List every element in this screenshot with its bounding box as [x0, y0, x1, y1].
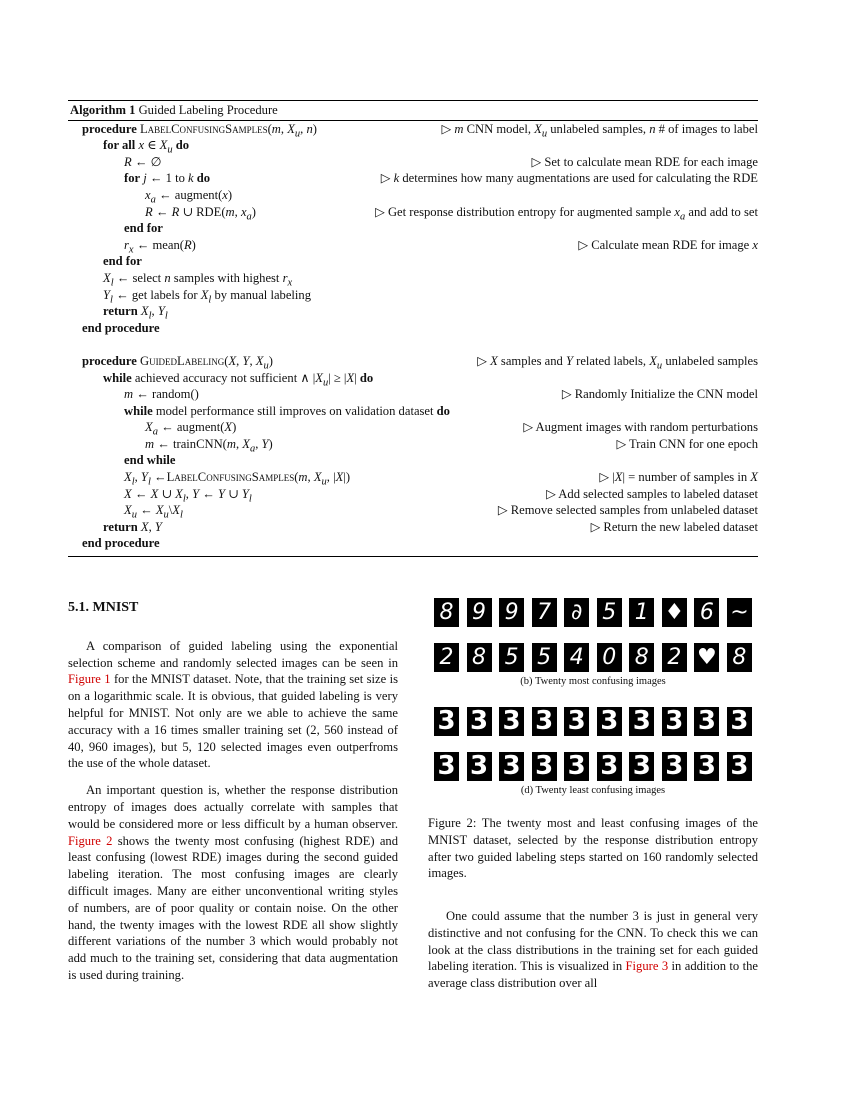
algorithm-code: $x_a$ ← augment(x) — [145, 187, 233, 206]
digit-thumbnail: 5 — [597, 598, 622, 627]
digit-thumbnail: 3 — [629, 752, 654, 781]
algorithm-name: Guided Labeling Procedure — [138, 103, 278, 117]
digit-thumbnail: 8 — [629, 643, 654, 672]
subcaption-b: (b) Twenty most confusing images — [520, 676, 666, 687]
digit-thumbnail: 1 — [629, 598, 654, 627]
digit-thumbnail: ♦ — [662, 598, 687, 627]
algorithm-line — [68, 320, 758, 337]
digit-thumbnail: 3 — [597, 752, 622, 781]
algorithm-comment: ▷ Add selected samples to labeled dataset — [546, 486, 758, 501]
algorithm-code: $X_a$ ← augment(X) — [145, 420, 237, 438]
algorithm-line — [68, 270, 758, 287]
most-confusing-row-2 — [434, 643, 752, 673]
algorithm-comment: ▷ k determines how many augmentations are used for calculating the RDE — [380, 171, 758, 186]
algorithm-code: end while — [124, 453, 176, 468]
algorithm-line — [68, 419, 758, 436]
algorithm-comment: ▷ Get response distribution entropy for augmented sample $x_a$ and add to set — [375, 204, 758, 223]
algorithm-comment: ▷ Randomly Initialize the CNN model — [561, 387, 758, 402]
algorithm-line — [68, 237, 758, 254]
algorithm-title — [68, 101, 758, 121]
digit-thumbnail: 2 — [662, 643, 687, 672]
algorithm-line — [68, 370, 758, 387]
algorithm-code: $X_u$ ← $X_u\backslash X_l$ — [124, 503, 183, 521]
algorithm-line — [68, 287, 758, 304]
algorithm-line — [68, 535, 758, 552]
algorithm-comment: ▷ Remove selected samples from unlabeled dataset — [497, 503, 758, 518]
algorithm-line — [68, 469, 758, 486]
algorithm-line — [68, 170, 758, 187]
algorithm-code: for all x ∈ $X_u$ do — [103, 138, 190, 156]
algorithm-line — [68, 187, 758, 204]
algorithm-line — [68, 204, 758, 221]
algorithm-code: return $X_l$, $Y_l$ — [103, 304, 168, 322]
algorithm-comment: ▷ Augment images with random perturbations — [523, 420, 758, 435]
most-confusing-row-1 — [434, 598, 752, 628]
algorithm-line — [68, 253, 758, 270]
algorithm-comment: ▷ Calculate mean RDE for image x — [578, 237, 758, 252]
left-column — [68, 600, 398, 994]
digit-thumbnail: 2 — [434, 643, 459, 672]
digit-thumbnail: 3 — [662, 752, 687, 781]
digit-thumbnail: 3 — [727, 752, 752, 781]
digit-thumbnail: 6 — [694, 598, 719, 627]
digit-thumbnail: 3 — [499, 707, 524, 736]
digit-thumbnail: 3 — [532, 752, 557, 781]
algorithm-line — [68, 386, 758, 403]
algorithm-comment: ▷ |X| = number of samples in X — [599, 470, 758, 485]
algorithm-label: Algorithm 1 — [70, 103, 136, 117]
algorithm-code: R ← ∅ — [124, 154, 162, 169]
algorithm-line — [68, 403, 758, 420]
digit-thumbnail: 7 — [532, 598, 557, 627]
digit-thumbnail: 9 — [499, 598, 524, 627]
digit-thumbnail: 3 — [694, 707, 719, 736]
subcaption-d: (d) Twenty least confusing images — [520, 785, 666, 796]
algorithm-code: procedure GuidedLabeling(X, Y, $X_u$) — [82, 353, 273, 372]
section-title: 5.1. MNIST — [68, 600, 139, 615]
algorithm-line — [68, 452, 758, 469]
algorithm-code: for j ← 1 to k do — [124, 171, 211, 186]
digit-thumbnail: 4 — [564, 643, 589, 672]
algorithm-code: end procedure — [82, 320, 160, 335]
algorithm-line — [68, 519, 758, 536]
algorithm-code: while achieved accuracy not sufficient ∧ $|X_u| \ge |X|$ do — [103, 370, 374, 389]
paragraph-2: An important question is, whether the response distribution entropy of images does actually correlate with samples that would be considered more or less difficult by a human observer. Figure 2 shows the twenty most confusing (highest RDE) and least confusing (lowest RDE) images during the second guided labeling iteration. The most confusing images are clearly difficult images. Many are either unconventional writing styles of numbers, are of poor quality or contain noise. On the other hand, the twenty images with the lowest RDE all show slightly different variations of the number 3 which would probably not add much to the training set, considering that data augmentation is used during training. — [68, 783, 399, 982]
digit-thumbnail: 3 — [467, 707, 492, 736]
algorithm-line — [68, 220, 758, 237]
algorithm-code: return X, Y — [103, 519, 162, 534]
algorithm-line — [68, 121, 758, 138]
algorithm-line — [68, 303, 758, 320]
algorithm-code: $Y_l$ ← get labels for $X_l$ by manual labeling — [103, 287, 312, 306]
paragraph-1: A comparison of guided labeling using the exponential selection scheme and randomly selected images can be seen in Figure 1 for the MNIST dataset. Note, that the training set size is on a logarithmic scale. It is obvious, that guided labeling is very helpful for MNIST. Not only are we able to achieve the same accuracy with a 16 times smaller training set (2, 560 instead of 40, 960 images), but 5, 120 selected images even outperfroms the use of the whole dataset. — [68, 638, 399, 771]
paragraph-3: One could assume that the number 3 is just in general very distinctive and not confusing for the CNN. To check this we can look at the class distributions in the training set for each guided labeling iteration. This is visualized in Figure 3 in addition to the average class distribution over all — [428, 909, 758, 991]
digit-thumbnail: 9 — [467, 598, 492, 627]
digit-thumbnail: ∂ — [564, 598, 589, 627]
figure-caption: Figure 2: The twenty most and least confusing images of the MNIST dataset, selected by the response distribution entropy after two guided labeling steps started on 160 randomly selected images. — [428, 816, 758, 881]
algorithm-code: procedure LabelConfusingSamples(m, $X_u$, n) — [82, 121, 317, 140]
algorithm-comment: ▷ X samples and Y related labels, $X_u$ unlabeled samples — [477, 353, 758, 372]
digit-thumbnail: 8 — [434, 598, 459, 627]
digit-thumbnail: 3 — [434, 707, 459, 736]
digit-thumbnail: ♥ — [694, 643, 719, 672]
algorithm-line — [68, 353, 758, 370]
least-confusing-row-2 — [434, 752, 752, 782]
algorithm-code: $r_x$ ← mean(R) — [124, 237, 196, 256]
algorithm-comment: ▷ m CNN model, $X_u$ unlabeled samples, n # of images to label — [441, 121, 758, 140]
digit-thumbnail: 3 — [727, 707, 752, 736]
algorithm-code: end procedure — [82, 536, 160, 551]
algorithm-code: while model performance still improves on validation dataset do — [124, 403, 450, 418]
digit-thumbnail: ~ — [727, 598, 752, 627]
digit-thumbnail: 3 — [434, 752, 459, 781]
least-confusing-row-1 — [434, 707, 752, 737]
digit-thumbnail: 3 — [597, 707, 622, 736]
algorithm-comment: ▷ Return the new labeled dataset — [590, 519, 758, 534]
algorithm-code: m ← random() — [124, 387, 199, 402]
algorithm-line — [68, 436, 758, 453]
digit-thumbnail: 3 — [532, 707, 557, 736]
algorithm-line — [68, 502, 758, 519]
algorithm-blank-line — [68, 336, 758, 353]
algorithm-line — [68, 154, 758, 171]
digit-thumbnail: 3 — [467, 752, 492, 781]
figure-2 — [428, 598, 758, 882]
algorithm-lines — [68, 121, 758, 552]
digit-thumbnail: 3 — [662, 707, 687, 736]
algorithm-code: X ← X ∪ $X_l$, Y ← Y ∪ $Y_l$ — [124, 486, 252, 505]
digit-thumbnail: 3 — [694, 752, 719, 781]
algorithm-box — [68, 100, 758, 557]
digit-thumbnail: 5 — [532, 643, 557, 672]
digit-thumbnail: 3 — [564, 707, 589, 736]
algorithm-code: $X_l$ ← select n samples with highest $r_x$ — [103, 270, 293, 289]
digit-thumbnail: 8 — [467, 643, 492, 672]
right-column-text — [428, 908, 758, 1002]
digit-thumbnail: 0 — [597, 643, 622, 672]
algorithm-code: m ← trainCNN(m, $X_a$, Y) — [145, 436, 273, 455]
algorithm-code: R ← R ∪ RDE(m, $x_a$) — [145, 204, 256, 223]
algorithm-line — [68, 137, 758, 154]
digit-thumbnail: 5 — [499, 643, 524, 672]
algorithm-comment: ▷ Set to calculate mean RDE for each image — [531, 154, 758, 169]
algorithm-code: end for — [103, 254, 142, 269]
digit-thumbnail: 3 — [499, 752, 524, 781]
algorithm-comment: ▷ Train CNN for one epoch — [616, 436, 758, 451]
algorithm-line — [68, 486, 758, 503]
algorithm-code: end for — [124, 221, 163, 236]
digit-thumbnail: 8 — [727, 643, 752, 672]
digit-thumbnail: 3 — [564, 752, 589, 781]
digit-thumbnail: 3 — [629, 707, 654, 736]
algorithm-code: $X_l$, $Y_l$ ←LabelConfusingSamples(m, $X_u$, |X|) — [124, 470, 351, 488]
